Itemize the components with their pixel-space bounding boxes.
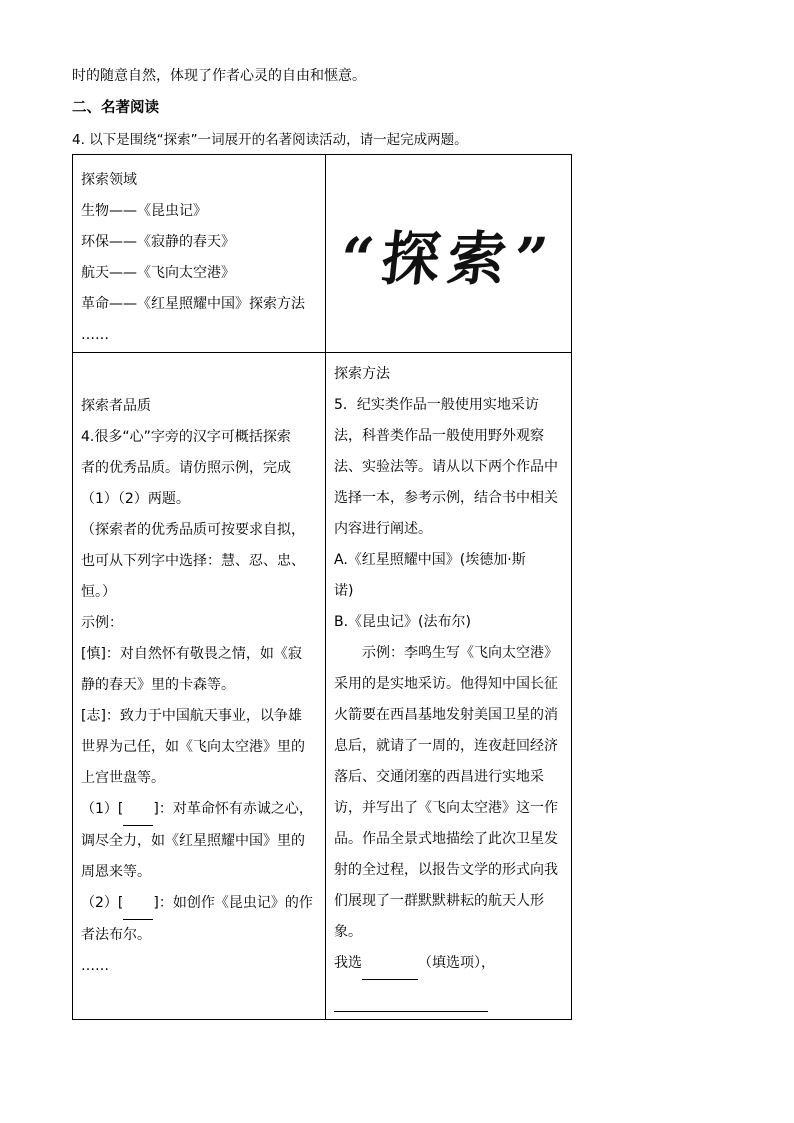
methods-text-line: 选择一本，参考示例，结合书中相关 — [334, 490, 558, 506]
question-line: 4. 以下是围绕“探索”一词展开的名著阅读活动，请一起完成两题。 — [72, 132, 468, 148]
question-1-prefix: （1）[ — [81, 801, 124, 817]
example-text-line: 访，并写出了《飞向太空港》这一作 — [334, 800, 558, 816]
methods-text-line: 5．纪实类作品一般使用实地采访 — [334, 397, 539, 413]
question-2-line — [81, 888, 317, 920]
fields-heading: 探索领域 — [81, 172, 137, 188]
option-a-line: 诺) — [334, 583, 354, 599]
choose-line — [334, 948, 563, 980]
choose-suffix: （填选项）， — [418, 955, 495, 971]
option-a-line: A.《红星照耀中国》(埃德加·斯 — [334, 552, 526, 568]
calligraphy-title: “探索” — [337, 224, 559, 293]
example-text-line: 品。作品全景式地描绘了此次卫星发 — [334, 831, 558, 847]
qualities-text-line: 4.很多“心”字旁的汉字可概括探索 — [81, 429, 291, 445]
fields-ellipsis: …… — [81, 327, 109, 343]
example-shen-line: [慎]：对自然怀有敬畏之情，如《寂 — [81, 646, 302, 662]
question-2-ellipsis: …… — [81, 958, 109, 974]
methods-text-line: 法、实验法等。请从以下两个作品中 — [334, 459, 558, 475]
qualities-text-line: （探索者的优秀品质可按要求自拟， — [81, 522, 305, 538]
qualities-text-line: 恒。） — [81, 584, 116, 600]
methods-text-line: 内容进行阐述。 — [334, 521, 432, 537]
example-text-line: 射的全过程，以报告文学的形式向我 — [334, 862, 558, 878]
example-zhi-line: 世界为己任，如《飞向太空港》里的 — [81, 739, 305, 755]
reading-table — [72, 154, 572, 1020]
example-text-line: 落后、交通闭塞的西昌进行实地采 — [334, 769, 544, 785]
option-b-line: B.《昆虫记》(法布尔) — [334, 614, 471, 630]
section-heading: 二、名著阅读 — [72, 100, 159, 116]
example-shen-line: 静的春天》里的卡森等。 — [81, 677, 235, 693]
methods-heading: 探索方法 — [334, 366, 390, 382]
field-revolution: 革命——《红星照耀中国》探索方法 — [81, 296, 305, 312]
example-label: 示例： — [81, 615, 123, 631]
example-zhi-line: 上宫世盘等。 — [81, 770, 165, 786]
answer-blank[interactable] — [334, 980, 488, 1012]
field-aerospace: 航天——《飞向太空港》 — [81, 265, 235, 281]
example-zhi-line: [志]：致力于中国航天事业，以争雄 — [81, 708, 302, 724]
calligraphy-cell — [326, 155, 572, 353]
question-2-suffix: ]：如创作《昆虫记》的作 — [153, 895, 313, 911]
methods-text-line: 法，科普类作品一般使用野外观察 — [334, 428, 544, 444]
qualities-text-line: 也可从下列字中选择：慧、忍、忠、 — [81, 553, 305, 569]
question-1-line — [81, 794, 317, 826]
question-1-suffix: ]：对革命怀有赤诚之心， — [153, 801, 313, 817]
choose-blank[interactable] — [362, 948, 418, 980]
question-1-cont: 周恩来等。 — [81, 864, 151, 880]
choose-prefix: 我选 — [334, 955, 362, 971]
exploration-fields-cell — [73, 155, 326, 353]
exploration-methods-cell — [326, 353, 572, 1020]
example-text-line: 们展现了一群默默耕耘的航天人形 — [334, 893, 544, 909]
example-text-line: 火箭要在西昌基地发射美国卫星的消 — [334, 707, 558, 723]
question-2-prefix: （2）[ — [81, 895, 124, 911]
question-2-blank[interactable] — [123, 888, 153, 920]
field-biology: 生物——《昆虫记》 — [81, 203, 207, 219]
example-text-line: 息后，就请了一周的，连夜赶回经济 — [334, 738, 558, 754]
example-first-line: 示例：李鸣生写《飞向太空港》 — [362, 645, 558, 661]
qualities-heading: 探索者品质 — [81, 398, 151, 414]
field-environment: 环保——《寂静的春天》 — [81, 234, 235, 250]
example-text-line: 象。 — [334, 924, 362, 940]
question-1-cont: 调尽全力，如《红星照耀中国》里的 — [81, 833, 305, 849]
question-2-cont: 者法布尔。 — [81, 927, 151, 943]
qualities-text-line: （1）（2）两题。 — [81, 491, 190, 507]
example-text-line: 采用的是实地采访。他得知中国长征 — [334, 676, 558, 692]
answer-line — [334, 980, 563, 1012]
intro-line: 时的随意自然，体现了作者心灵的自由和惬意。 — [72, 68, 366, 84]
explorer-qualities-cell — [73, 353, 326, 1020]
qualities-text-line: 者的优秀品质。请仿照示例，完成 — [81, 460, 291, 476]
question-1-blank[interactable] — [123, 794, 153, 826]
